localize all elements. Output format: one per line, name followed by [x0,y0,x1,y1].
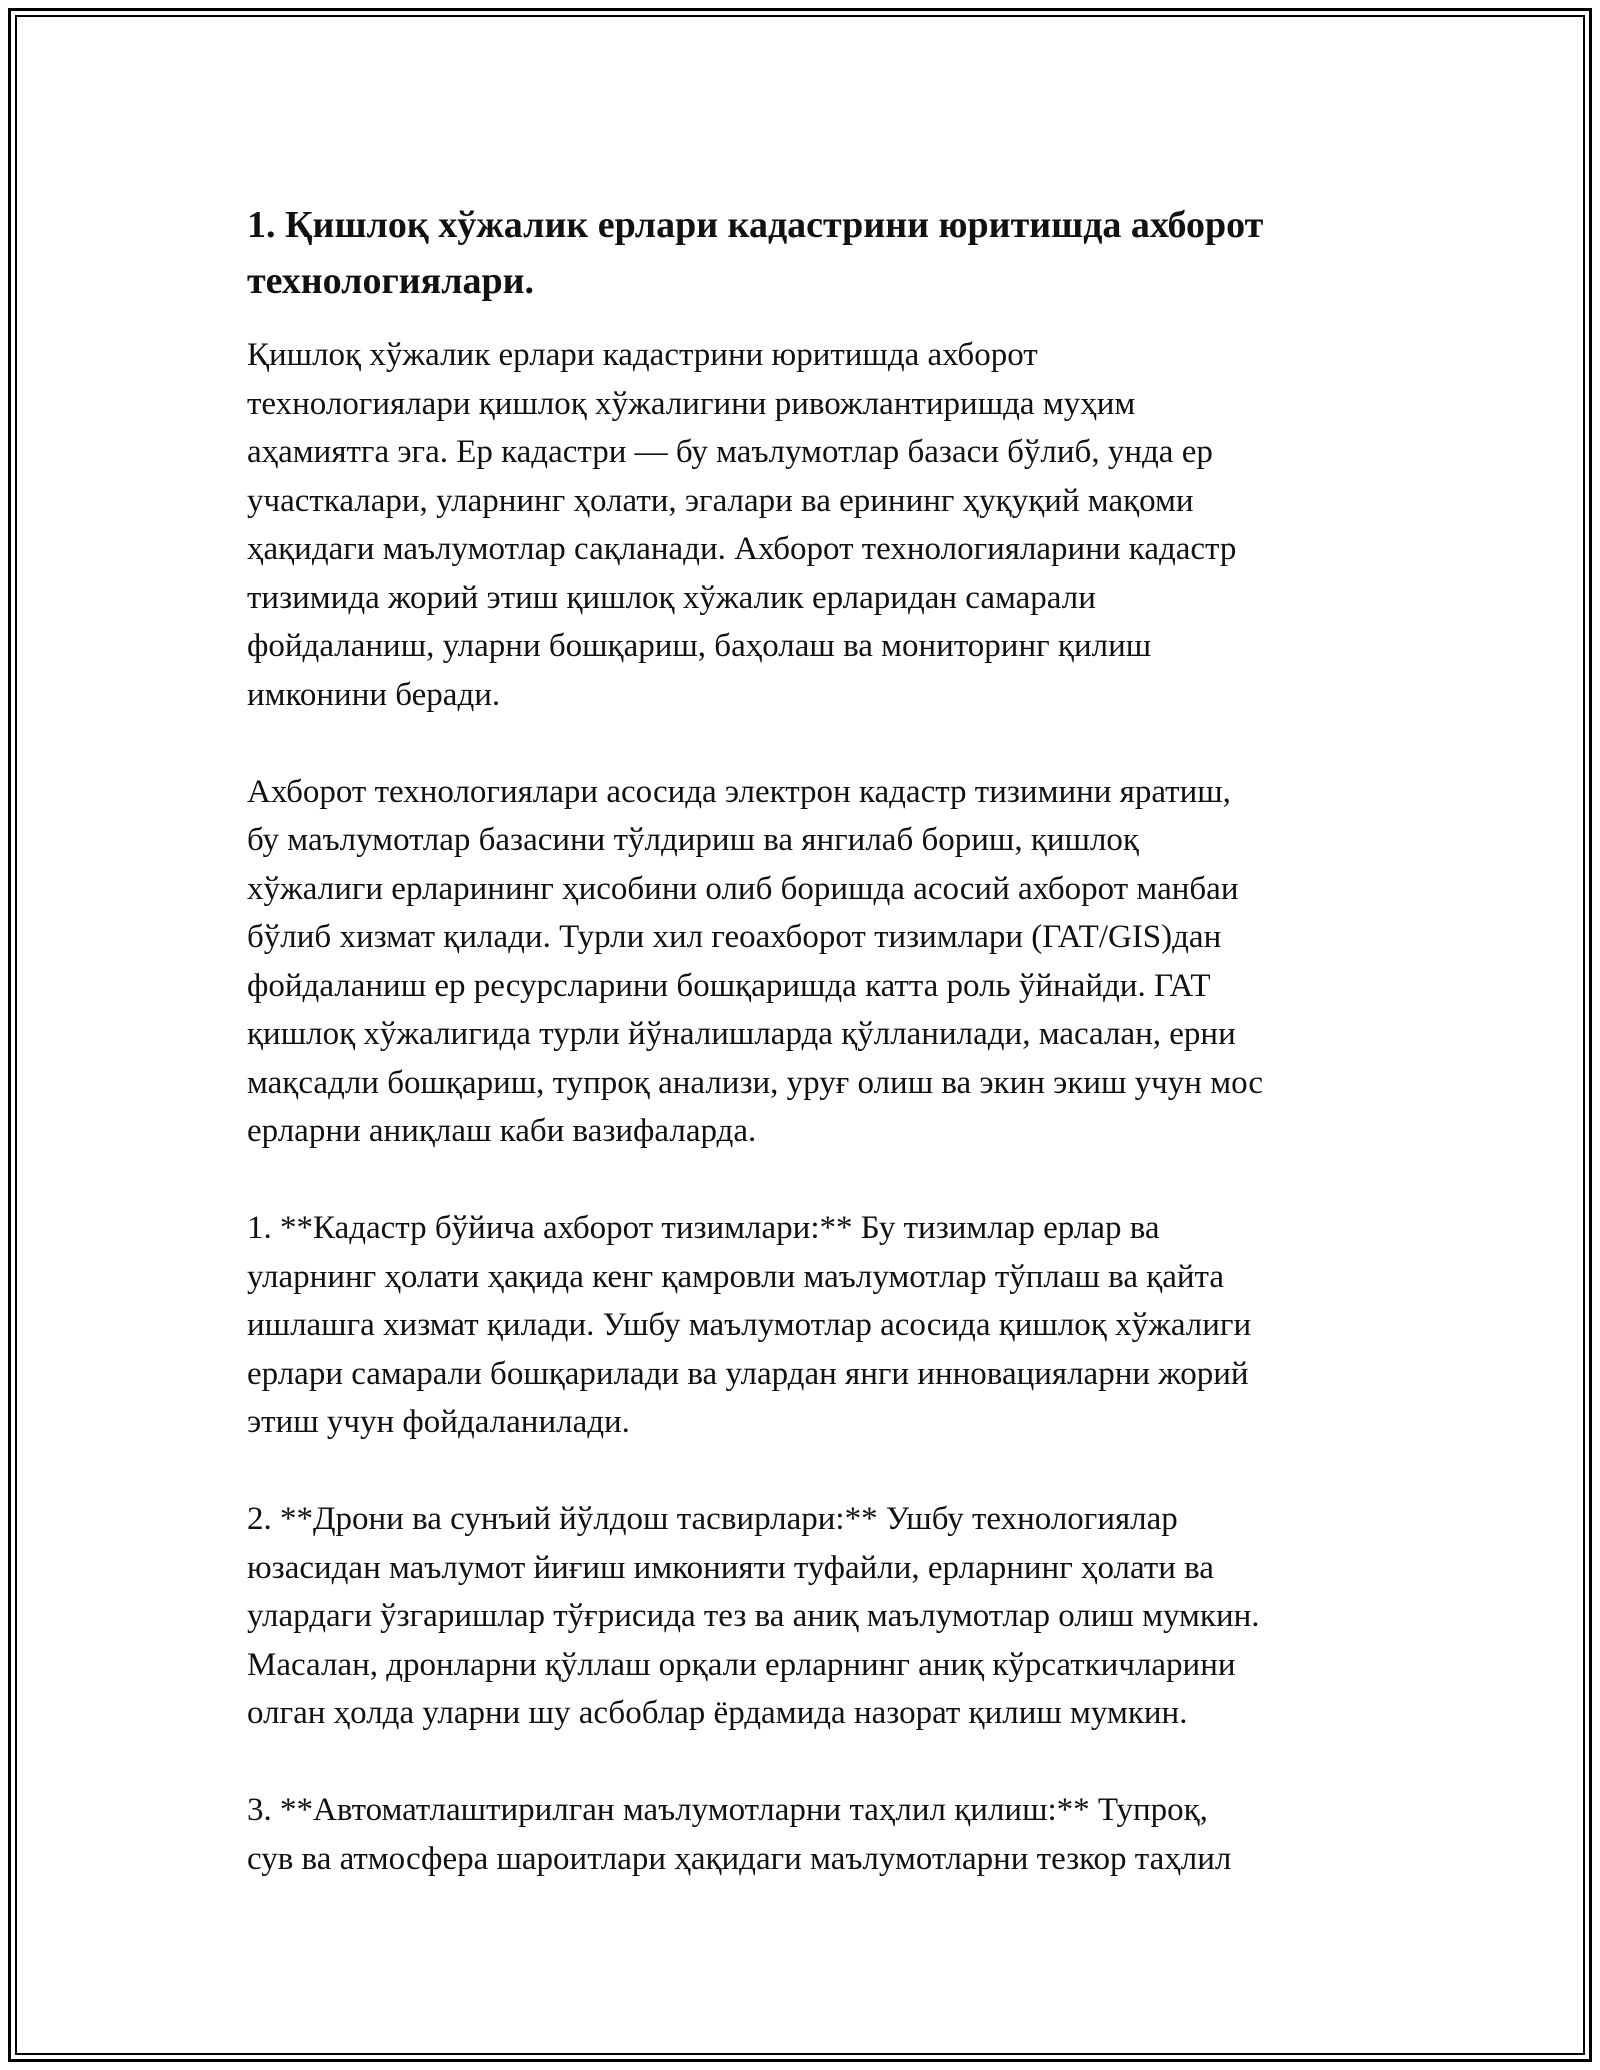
page-border [8,8,1592,2062]
document-body [247,197,1382,1883]
list-item-automated-analysis: 3. **Автоматлаштирилган маълумотларни таҳлил қилиш:** Тупроқ, сув ва атмосфера шароитлари ҳақидаги маълумотларни тезкор таҳлил [247,1792,1232,1877]
paragraph-intro: Қишлоқ хўжалик ерлари кадастрини юритишда ахборот технологиялари қишлоқ хўжалигини ривожлантиришда муҳим аҳамиятга эга. Ер кадастри — бу маълумотлар базаси бўлиб, унда ер участкалари, уларнинг ҳолати, эгалари ва ерининг ҳуқуқий мақоми ҳақидаги маълумотлар сақланади. Ахборот технологияларини кадастр тизимида жорий этиш қишлоқ хўжалик ерларидан самарали фойдаланиш, уларни бошқариш, баҳолаш ва мониторинг қилиш имконини беради. [247,337,1237,713]
list-item-drones-satellites: 2. **Дрони ва сунъий йўлдош тасвирлари:** Ушбу технологиялар юзасидан маълумот йиғиш имконияти туфайли, ерларнинг ҳолати ва улардаги ўзгаришлар тўғрисида тез ва аниқ маълумотлар олиш мумкин. Масалан, дронларни қўллаш орқали ерларнинг аниқ кўрсаткичларини олган ҳолда уларни шу асбоблар ёрдамида назорат қилиш мумкин. [247,1501,1260,1731]
section-heading: 1. Қишлоқ хўжалик ерлари кадастрини юритишда ахборот технологиялари. [247,204,1264,302]
list-item-cadastre-systems: 1. **Кадастр бўйича ахборот тизимлари:** Бу тизимлар ерлар ва уларнинг ҳолати ҳақида кенг қамровли маълумотлар тўплаш ва қайта ишлашга хизмат қилади. Ушбу маълумотлар асосида қишлоқ хўжалиги ерлари самарали бошқарилади ва улардан янги инновацияларни жорий этиш учун фойдаланилади. [247,1210,1252,1440]
paragraph-gis: Ахборот технологиялари асосида электрон кадастр тизимини яратиш, бу маълумотлар базасини тўлдириш ва янгилаб бориш, қишлоқ хўжалиги ерларининг ҳисобини олиб боришда асосий ахборот манбаи бўлиб хизмат қилади. Турли хил геоахборот тизимлари (ГАТ/GIS)дан фойдаланиш ер ресурсларини бошқаришда катта роль ўйнайди. ГАТ қишлоқ хўжалигида турли йўналишларда қўлланилади, масалан, ерни мақсадли бошқариш, тупроқ анализи, уруғ олиш ва экин экиш учун мос ерларни аниқлаш каби вазифаларда. [247,773,1264,1149]
